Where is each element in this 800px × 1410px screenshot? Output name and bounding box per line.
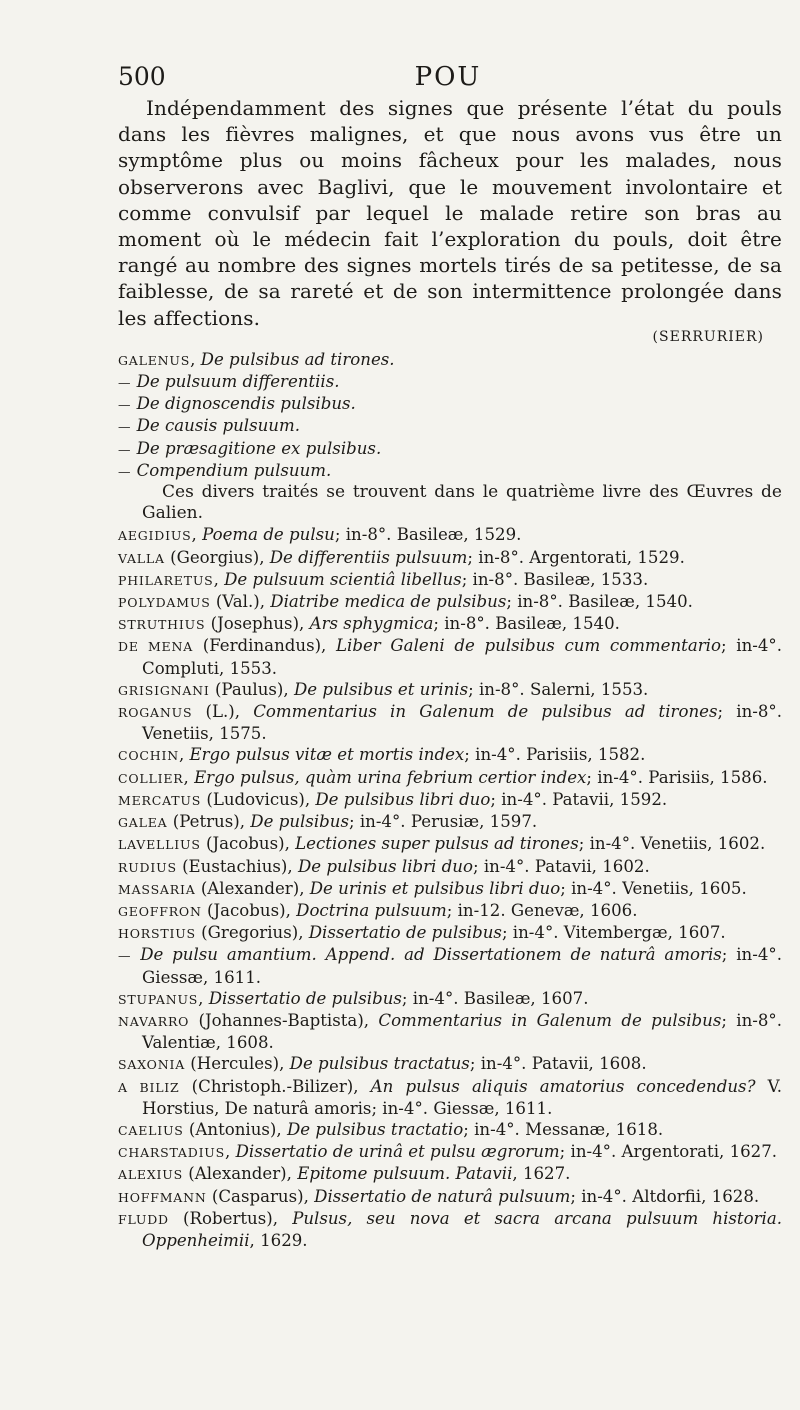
entry-author: POLYDAMUS: [118, 595, 211, 611]
entry-title: De urinis et pulsibus libri duo: [309, 878, 561, 898]
entry-title: De dignoscendis pulsibus.: [136, 394, 356, 414]
bibliography-entry: [118, 569, 782, 591]
entry-title: De pulsibus tractatio: [286, 1119, 464, 1139]
bibliography-entry: [118, 371, 782, 393]
entry-title: Dissertatio de pulsibus: [308, 923, 502, 943]
bibliography-entry: [118, 1186, 782, 1208]
bibliography-entry: [118, 878, 782, 900]
entry-details: ; in-4°. Perusiæ, 1597.: [348, 812, 538, 832]
bibliography-entry: [118, 856, 782, 878]
bibliography-entry: [118, 438, 782, 460]
bibliography-entry: [118, 701, 782, 744]
bibliography-entry: [118, 767, 782, 789]
bibliography-entry: [118, 1053, 782, 1075]
entry-author: —: [118, 463, 132, 479]
entry-author: A BILIZ: [118, 1079, 180, 1095]
entry-separator: (Alexander),: [183, 1164, 298, 1184]
bibliography-entry: [118, 679, 782, 701]
entry-details: ; in-4°. Argentorati, 1627.: [559, 1142, 778, 1162]
entry-details: ; in-8°. Salerni, 1553.: [468, 679, 649, 699]
bibliography-entry: [118, 613, 782, 635]
entry-separator: (Eustachius),: [176, 856, 298, 876]
entry-title: Liber Galeni de pulsibus cum commentario: [336, 636, 721, 656]
running-head: [118, 60, 778, 94]
entry-author: PHILARETUS: [118, 572, 214, 588]
entry-title: De differentiis pulsuum: [269, 547, 468, 567]
entry-author: RUDIUS: [118, 859, 177, 875]
entry-title: De pulsibus ad tirones.: [200, 349, 395, 369]
entry-title: De præsagitione ex pulsibus.: [136, 438, 382, 458]
entry-author: GEOFFRON: [118, 903, 202, 919]
entry-separator: ,: [190, 349, 201, 369]
entry-author: —: [118, 948, 132, 964]
page-title: POU: [414, 62, 482, 92]
entry-author: —: [118, 397, 132, 413]
bibliography-entry: [118, 811, 782, 833]
entry-separator: (Josephus),: [205, 614, 310, 634]
entry-separator: (Casparus),: [206, 1186, 315, 1206]
entry-separator: (Paulus),: [209, 679, 294, 699]
bibliography-list: [118, 349, 782, 1251]
entry-separator: (Johannes-Baptista),: [189, 1010, 379, 1030]
entry-details: ; in-8°. Argentorati, 1529.: [467, 547, 685, 567]
entry-title: Pulsus, seu nova et sacra arcana pulsuum historia. Oppenheimii: [142, 1208, 782, 1250]
bibliography-entry: [118, 1141, 782, 1163]
entry-title: Compendium pulsuum.: [136, 460, 332, 480]
entry-details: ; in-4°. Venetiis, 1602.: [578, 834, 766, 854]
bibliography-entry: [118, 1076, 782, 1119]
entry-separator: (L.),: [192, 702, 254, 722]
entry-details: ; in-4°. Basileæ, 1607.: [401, 988, 589, 1008]
entry-separator: (Val.),: [210, 592, 271, 612]
bibliography-entry: [118, 833, 782, 855]
entry-separator: ,: [213, 569, 225, 589]
entry-details: ; in-4°. Vitembergæ, 1607.: [501, 923, 726, 943]
entry-title: De pulsibus libri duo: [315, 789, 491, 809]
entry-author: CHARSTADIUS: [118, 1145, 226, 1161]
entry-separator: ,: [183, 767, 195, 787]
entry-separator: (Jacobus),: [200, 834, 296, 854]
entry-separator: (Jacobus),: [201, 900, 297, 920]
entry-title: Ars sphygmica: [309, 614, 434, 634]
entry-details: ; in-8°. Basileæ, 1540.: [506, 592, 693, 612]
entry-author: ALEXIUS: [118, 1167, 183, 1183]
bibliography-entry: [118, 393, 782, 415]
bibliography-entry: [118, 460, 782, 482]
entry-title: De pulsu amantium. Append. ad Dissertationem de naturâ amoris: [140, 945, 722, 965]
entry-details: ; in-8°. Basileæ, 1529.: [334, 525, 522, 545]
bibliography-entry: [118, 789, 782, 811]
entry-details: , 1629.: [249, 1230, 308, 1250]
entry-details: ; in-4°. Patavii, 1602.: [472, 856, 650, 876]
entry-separator: (Ludovicus),: [201, 789, 316, 809]
bibliography-entry: [118, 1119, 782, 1141]
entry-author: DE MENA: [118, 639, 194, 655]
entry-author: NAVARRO: [118, 1013, 190, 1029]
entry-title: Poema de pulsu: [202, 525, 335, 545]
entry-title: De causis pulsuum.: [136, 416, 300, 436]
bibliography-entry: [118, 988, 782, 1010]
entry-separator: [131, 945, 140, 964]
bibliography-entry: [118, 1208, 782, 1251]
entry-author: CAELIUS: [118, 1122, 184, 1138]
entry-author: MASSARIA: [118, 881, 196, 897]
entry-details: Ces divers traités se trouvent dans le quatrième livre des Œuvres de Galien.: [142, 482, 782, 524]
entry-author: FLUDD: [118, 1211, 169, 1227]
entry-author: —: [118, 375, 132, 391]
entry-details: ; in-4°. Patavii, 1592.: [490, 789, 668, 809]
entry-title: De pulsibus et urinis: [293, 679, 469, 699]
entry-author: GRISIGNANI: [118, 682, 210, 698]
intro-paragraph: Indépendamment des signes que présente l’état du pouls dans les fièvres malignes, et que nous avons vus être un symptôme plus ou moins fâcheux pour les malades, nous observerons avec Baglivi, que le mouvement involontaire et comme convulsif par lequel le malade retire son bras au moment où le médecin fait l’exploration du pouls, doit être rangé au nombre des signes mortels tirés de sa petitesse, de sa faiblesse, de sa rareté et de son intermittence prolongée dans les affections.: [118, 96, 782, 330]
entry-details: ; in-4°. Patavii, 1608.: [469, 1054, 647, 1074]
entry-separator: (Christoph.-Bilizer),: [179, 1076, 371, 1096]
entry-separator: (Georgius),: [164, 547, 270, 567]
entry-details: ; in-4°. Giessæ, 1611.: [142, 945, 782, 987]
entry-details: ; in-4°. Messanæ, 1618.: [463, 1119, 664, 1139]
entry-separator: (Robertus),: [168, 1208, 293, 1228]
entry-title: Ergo pulsus, quàm urina febrium certior index: [194, 767, 587, 787]
entry-details: ; in-4°. Altdorfii, 1628.: [570, 1186, 760, 1206]
entry-title: De pulsibus libri duo: [297, 856, 473, 876]
entry-separator: (Alexander),: [195, 878, 310, 898]
page-number: 500: [118, 62, 166, 91]
entry-details: ; in-8°. Valentiæ, 1608.: [142, 1010, 782, 1053]
bibliography-entry: [118, 547, 782, 569]
entry-title: Commentarius in Galenum de pulsibus ad tirones: [253, 702, 718, 722]
entry-title: Epitome pulsuum. Patavii: [297, 1164, 513, 1184]
entry-separator: (Antonius),: [183, 1119, 287, 1139]
bibliography-note: [118, 482, 782, 524]
author-signature: (SERRURIER): [652, 328, 764, 345]
entry-author: ROGANUS: [118, 705, 193, 721]
entry-separator: ,: [198, 988, 209, 1008]
entry-details: V. Horstius, De naturâ amoris; in-4°. Giessæ, 1611.: [142, 1076, 782, 1118]
bibliography-entry: [118, 900, 782, 922]
entry-details: ; in-4°. Compluti, 1553.: [142, 636, 782, 678]
entry-separator: (Hercules),: [185, 1054, 290, 1074]
entry-author: AEGIDIUS: [118, 528, 192, 544]
entry-title: Dissertatio de pulsibus: [208, 988, 402, 1008]
entry-details: ; in-8°. Venetiis, 1575.: [142, 702, 782, 744]
entry-details: ; in-4°. Parisiis, 1586.: [586, 767, 768, 787]
entry-separator: (Gregorius),: [195, 923, 309, 943]
entry-separator: ,: [178, 745, 190, 765]
entry-title: De pulsibus: [250, 812, 349, 832]
entry-separator: (Petrus),: [167, 812, 251, 832]
bibliography-entry: [118, 1010, 782, 1053]
entry-author: HORSTIUS: [118, 926, 196, 942]
bibliography-entry: [118, 744, 782, 766]
entry-separator: ,: [225, 1142, 236, 1162]
entry-details: ; in-8°. Basileæ, 1533.: [461, 569, 649, 589]
entry-separator: (Ferdinandus),: [193, 636, 337, 656]
entry-title: Doctrina pulsuum: [296, 900, 447, 920]
entry-author: —: [118, 419, 132, 435]
entry-author: GALEA: [118, 815, 168, 831]
entry-title: Lectiones super pulsus ad tirones: [295, 834, 579, 854]
entry-title: Commentarius in Galenum de pulsibus: [378, 1010, 722, 1030]
entry-title: Ergo pulsus vitæ et mortis index: [189, 745, 465, 765]
bibliography-entry: [118, 415, 782, 437]
bibliography-entry: [118, 591, 782, 613]
entry-title: De pulsuum differentiis.: [136, 372, 340, 392]
entry-title: De pulsibus tractatus: [289, 1054, 470, 1074]
entry-author: VALLA: [118, 550, 165, 566]
entry-details: ; in-4°. Parisiis, 1582.: [464, 745, 646, 765]
entry-author: COCHIN: [118, 748, 179, 764]
entry-author: —: [118, 441, 132, 457]
bibliography-entry: [118, 635, 782, 678]
entry-details: ; in-4°. Venetiis, 1605.: [560, 878, 747, 898]
entry-author: COLLIER: [118, 770, 184, 786]
entry-author: STRUTHIUS: [118, 617, 206, 633]
entry-author: MERCATUS: [118, 792, 202, 808]
entry-author: HOFFMANN: [118, 1189, 207, 1205]
bibliography-entry: [118, 1163, 782, 1185]
entry-details: ; in-12. Genevæ, 1606.: [446, 900, 638, 920]
entry-title: Dissertatio de urinâ et pulsu ægrorum: [235, 1142, 560, 1162]
entry-title: An pulsus aliquis amatorius concedendus?: [370, 1076, 756, 1096]
entry-title: De pulsuum scientiâ libellus: [224, 569, 462, 589]
entry-details: , 1627.: [512, 1164, 571, 1184]
entry-author: STUPANUS: [118, 991, 199, 1007]
entry-separator: ,: [191, 525, 203, 545]
entry-author: SAXONIA: [118, 1057, 186, 1073]
bibliography-entry: [118, 922, 782, 944]
bibliography-entry: [118, 944, 782, 987]
article-body: [118, 95, 782, 1251]
bibliography-entry: [118, 349, 782, 371]
entry-author: LAVELLIUS: [118, 837, 201, 853]
entry-title: Dissertatio de naturâ pulsuum: [314, 1186, 571, 1206]
entry-details: ; in-8°. Basileæ, 1540.: [433, 614, 620, 634]
bibliography-entry: [118, 524, 782, 546]
entry-title: Diatribe medica de pulsibus: [270, 592, 507, 612]
entry-author: GALENUS: [118, 352, 191, 368]
